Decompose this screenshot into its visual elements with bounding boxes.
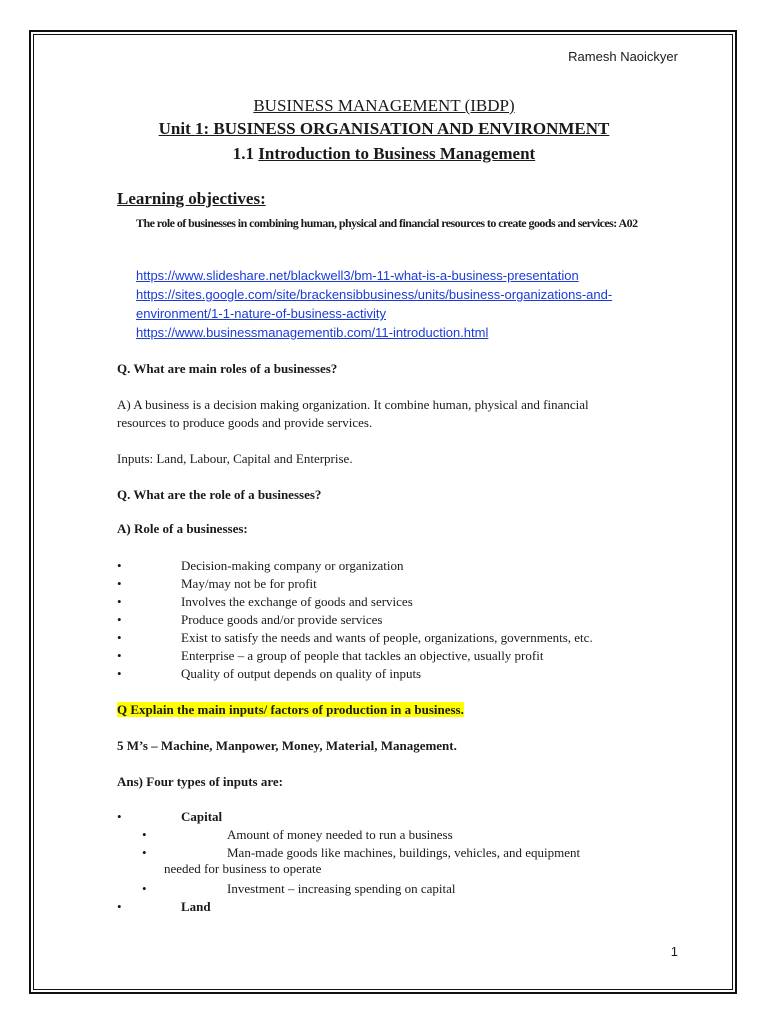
answer-3-heading: Ans) Four types of inputs are: [117, 774, 284, 789]
topic-number: 1.1 [232, 144, 259, 163]
learning-objectives-heading: Learning objectives: [117, 189, 266, 208]
five-ms: 5 M’s – Machine, Manpower, Money, Material, Management. [117, 738, 457, 753]
question-2: Q. What are the role of a businesses? [117, 487, 322, 502]
answer-1-line1: A) A business is a decision making organization. It combine human, physical and financial [117, 397, 589, 412]
bullet-dot: • [117, 666, 122, 681]
bullet-dot: • [117, 576, 122, 591]
bullet-dot: • [117, 630, 122, 645]
link-google-sites-cont[interactable]: environment/1-1-nature-of-business-activity [136, 306, 386, 321]
link-slideshare[interactable]: https://www.slideshare.net/blackwell3/bm-11-what-is-a-business-presentation [136, 268, 579, 283]
answer-1-line2: resources to produce goods and provide services. [117, 415, 373, 430]
question-1: Q. What are main roles of a businesses? [117, 361, 338, 376]
capital-label: Capital [181, 809, 223, 824]
title-course: BUSINESS MANAGEMENT (IBDP) [253, 96, 515, 115]
role-list-item-text: Exist to satisfy the needs and wants of people, organizations, governments, etc. [181, 630, 593, 645]
title-topic [0, 144, 768, 164]
bullet-dot: • [117, 558, 122, 573]
role-list-item-text: Involves the exchange of goods and services [181, 594, 413, 609]
link-google-sites[interactable]: https://sites.google.com/site/brackensibbusiness/units/business-organizations-and- [136, 287, 613, 302]
bullet-dot: • [117, 612, 122, 627]
bullet-dot: • [117, 594, 122, 609]
role-list-item-text: Enterprise – a group of people that tackles an objective, usually profit [181, 648, 544, 663]
question-3 [117, 702, 464, 718]
author-name: Ramesh Naoickyer [568, 49, 678, 64]
sub-bullet-dot: • [142, 827, 147, 842]
highlighted-question: Q Explain the main inputs/ factors of production in a business. [117, 702, 464, 717]
inputs-text: Inputs: Land, Labour, Capital and Enterprise. [117, 451, 353, 466]
bullet-dot: • [117, 899, 122, 914]
capital-item-text: Investment – increasing spending on capital [227, 881, 456, 896]
capital-item-text: Man-made goods like machines, buildings, vehicles, and equipment [227, 845, 581, 860]
bullet-dot: • [117, 648, 122, 663]
land-label: Land [181, 899, 211, 914]
topic-name: Introduction to Business Management [258, 144, 536, 163]
page-number: 1 [670, 944, 678, 959]
capital-item-continued: needed for business to operate [164, 861, 322, 876]
role-list-item-text: May/may not be for profit [181, 576, 317, 591]
title-unit: Unit 1: BUSINESS ORGANISATION AND ENVIRONMENT [158, 119, 610, 138]
capital-item-text: Amount of money needed to run a business [227, 827, 453, 842]
link-businessmanagementib[interactable]: https://www.businessmanagementib.com/11-introduction.html [136, 325, 489, 340]
sub-bullet-dot: • [142, 845, 147, 860]
role-list-item-text: Quality of output depends on quality of inputs [181, 666, 422, 681]
reference-links [136, 266, 612, 342]
answer-2-heading: A) Role of a businesses: [117, 521, 248, 536]
role-list-item-text: Produce goods and/or provide services [181, 612, 383, 627]
bullet-dot: • [117, 809, 122, 824]
sub-bullet-dot: • [142, 881, 147, 896]
learning-objectives-text: The role of businesses in combining human, physical and financial resources to create goods and services: A02 [136, 216, 638, 230]
role-list-item-text: Decision-making company or organization [181, 558, 404, 573]
